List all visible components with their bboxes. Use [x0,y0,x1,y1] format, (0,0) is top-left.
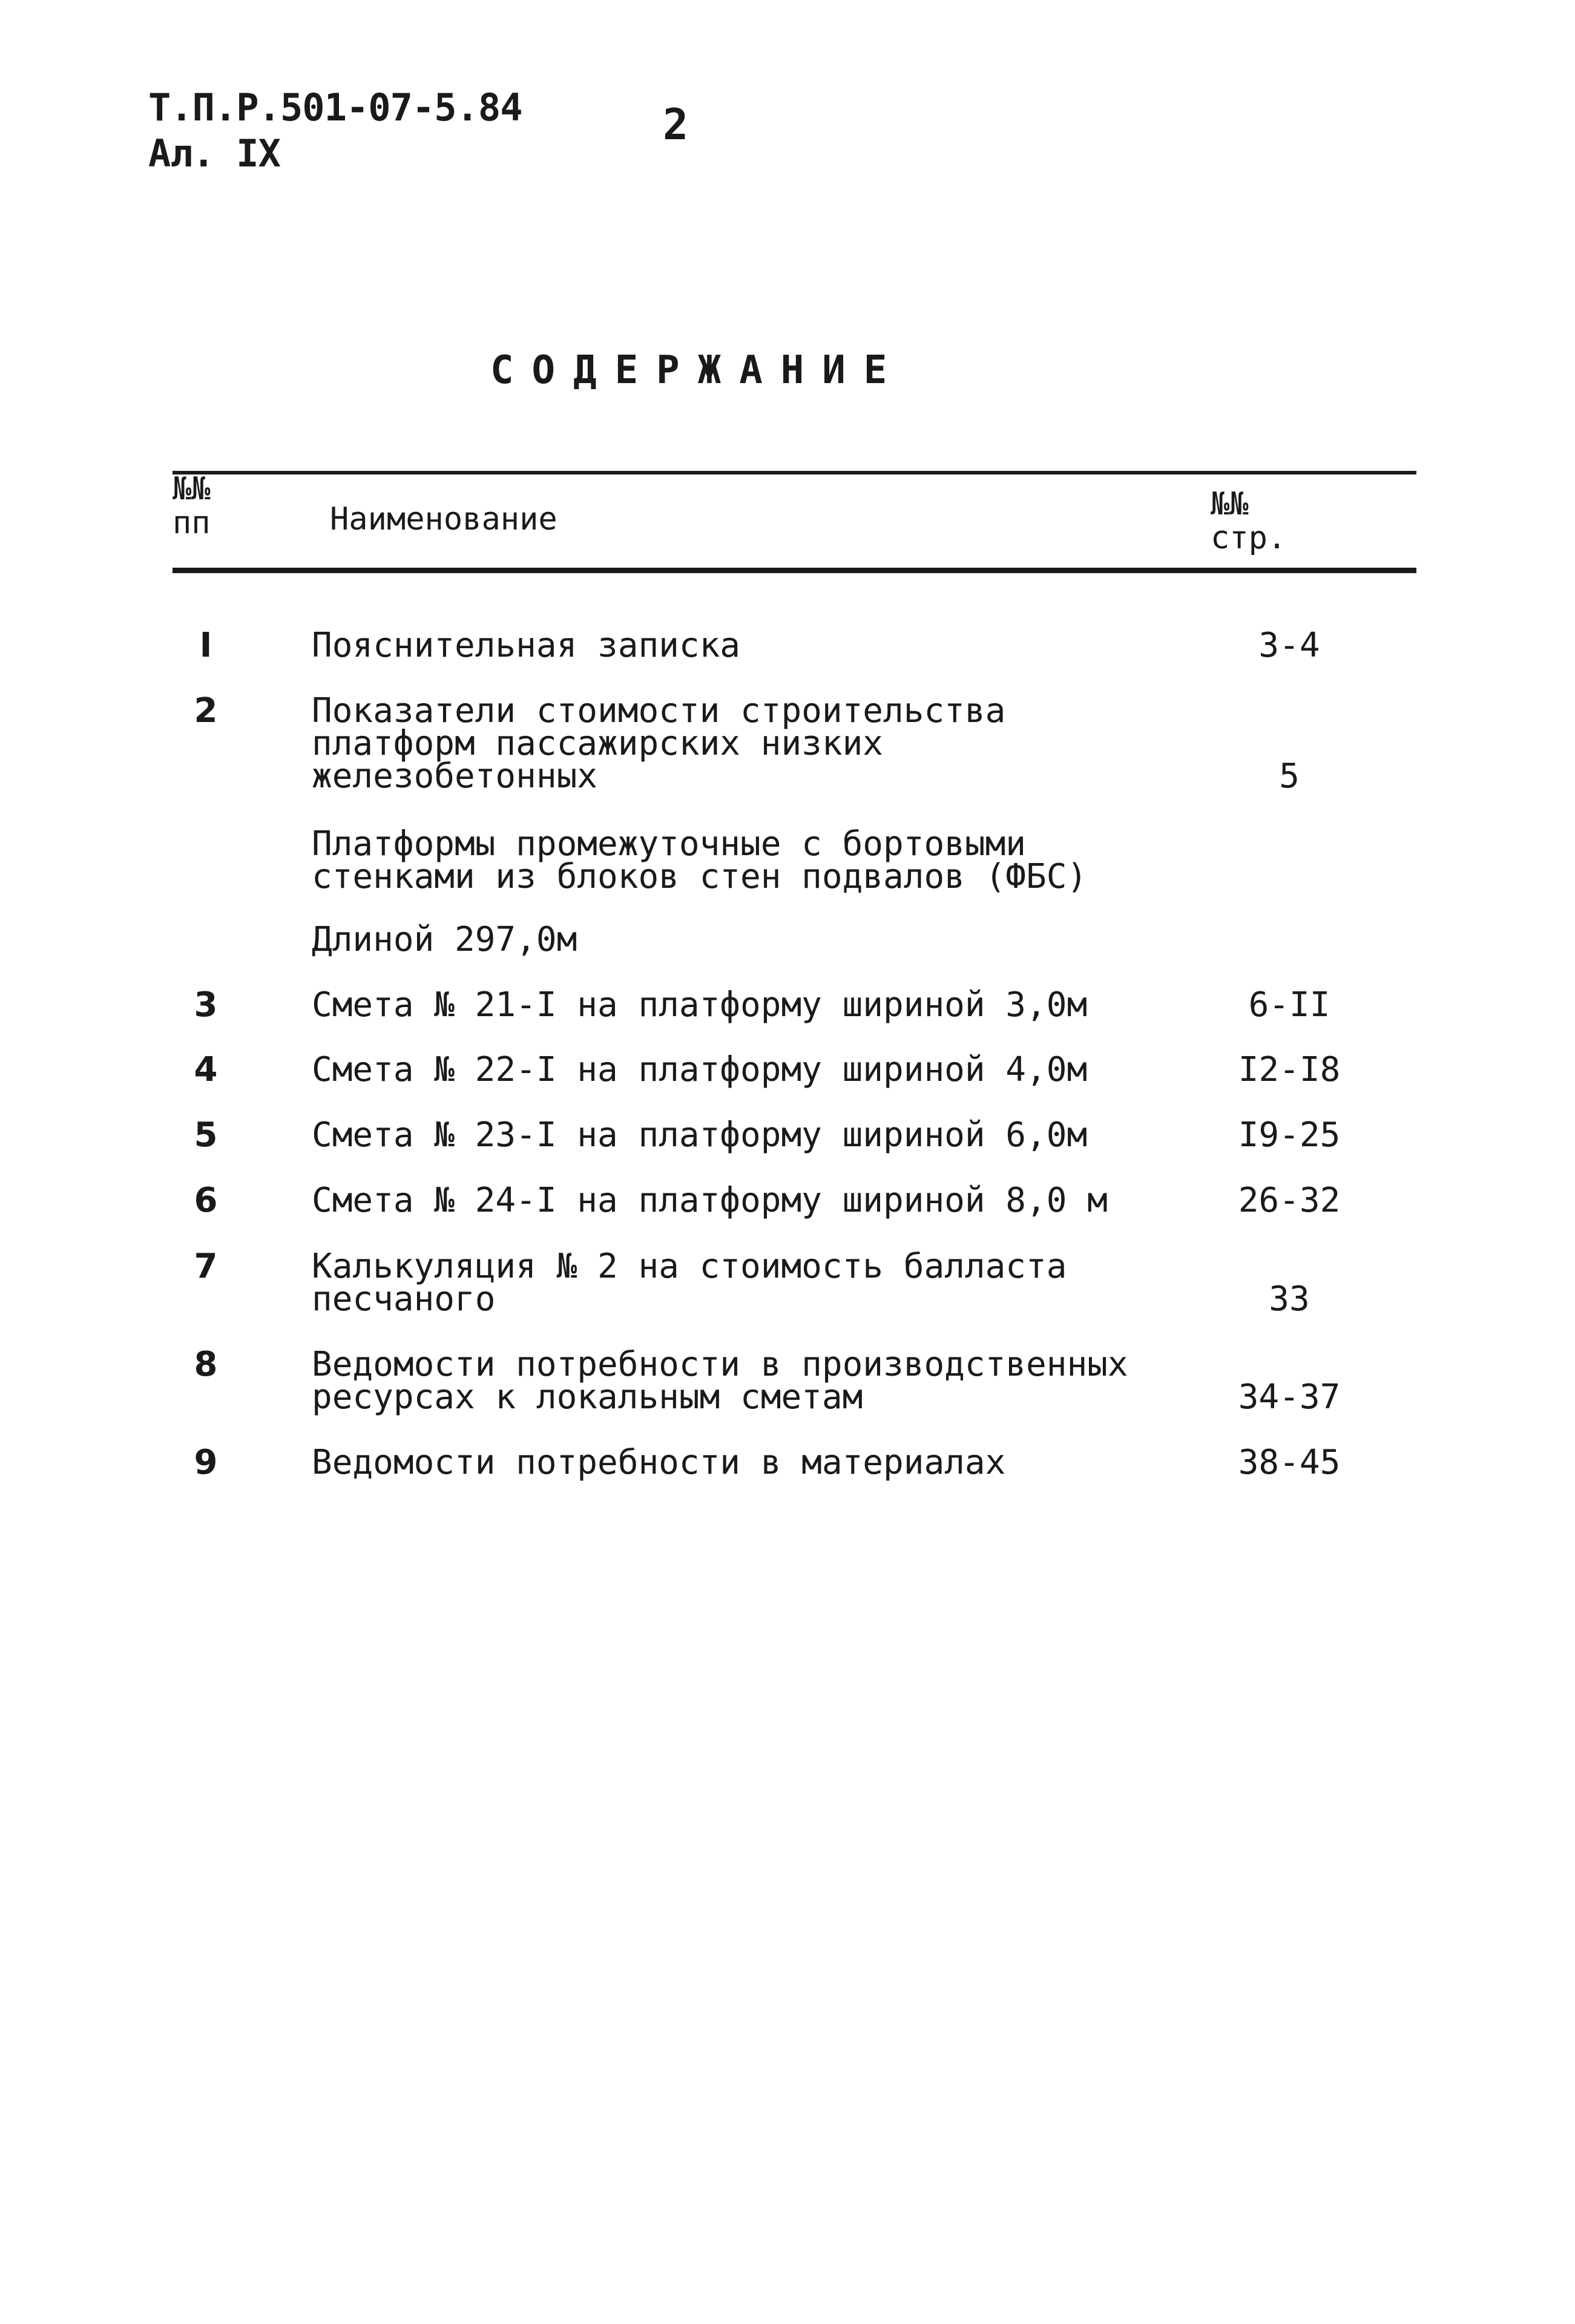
row-pages: 38-45 [1238,1443,1341,1482]
document-code-line1: Т.П.Р.501-07-5.84 [148,85,522,130]
row-name: Смета № 22-I на платформу шириной 4,0м [312,1050,1088,1089]
row-name: Платформы промежуточные с бортовыми стенками из блоков стен подвалов (ФБС) [312,824,1088,896]
row-pages: 3-4 [1258,626,1320,665]
document-code [148,85,522,177]
row-pages: I9-25 [1238,1115,1341,1155]
row-number: 4 [194,1050,218,1089]
row-number: 5 [194,1115,218,1155]
row-name: Смета № 24-I на платформу шириной 8,0 м [312,1181,1108,1220]
table-header-rule [173,568,1416,573]
row-pages: 6-II [1248,985,1330,1025]
row-name: Калькуляция № 2 на стоимость балласта песчаного [312,1247,1067,1319]
row-name: Ведомости потребности в материалах [312,1443,1006,1482]
column-header-page [1211,487,1286,555]
column-header-number-line1: №№ [173,471,211,507]
row-number: I [199,626,212,665]
column-header-page-line2: стр. [1211,520,1287,556]
row-number: 7 [194,1247,218,1286]
row-pages: 34-37 [1238,1377,1341,1417]
row-name: Длиной 297,0м [312,920,577,959]
row-pages: I2-I8 [1238,1050,1341,1089]
row-pages: 26-32 [1238,1181,1341,1220]
row-name: Пояснительная записка [312,626,741,665]
row-number: 3 [194,985,218,1025]
page-title: СОДЕРЖАНИЕ [490,348,906,393]
row-number: 2 [194,691,218,730]
row-number: 9 [194,1443,218,1482]
row-name: Смета № 21-I на платформу шириной 3,0м [312,985,1088,1025]
column-header-number [173,472,245,540]
row-number: 6 [194,1181,218,1220]
page-number: 2 [663,100,689,149]
row-name: Смета № 23-I на платформу шириной 6,0м [312,1115,1088,1155]
row-pages: 33 [1269,1279,1310,1319]
column-header-page-line1: №№ [1211,486,1249,522]
document-code-line2: Ал. IX [148,131,280,176]
row-number: 8 [194,1345,218,1384]
column-header-name: Наименование [330,501,557,537]
row-name: Показатели стоимости строительства платформ пассажирских низких железобетонных [312,691,1006,796]
row-name: Ведомости потребности в производственных ресурсах к локальным сметам [312,1345,1128,1417]
table-top-rule [173,471,1416,474]
row-pages: 5 [1279,757,1300,796]
column-header-number-line2: пп [173,505,211,541]
